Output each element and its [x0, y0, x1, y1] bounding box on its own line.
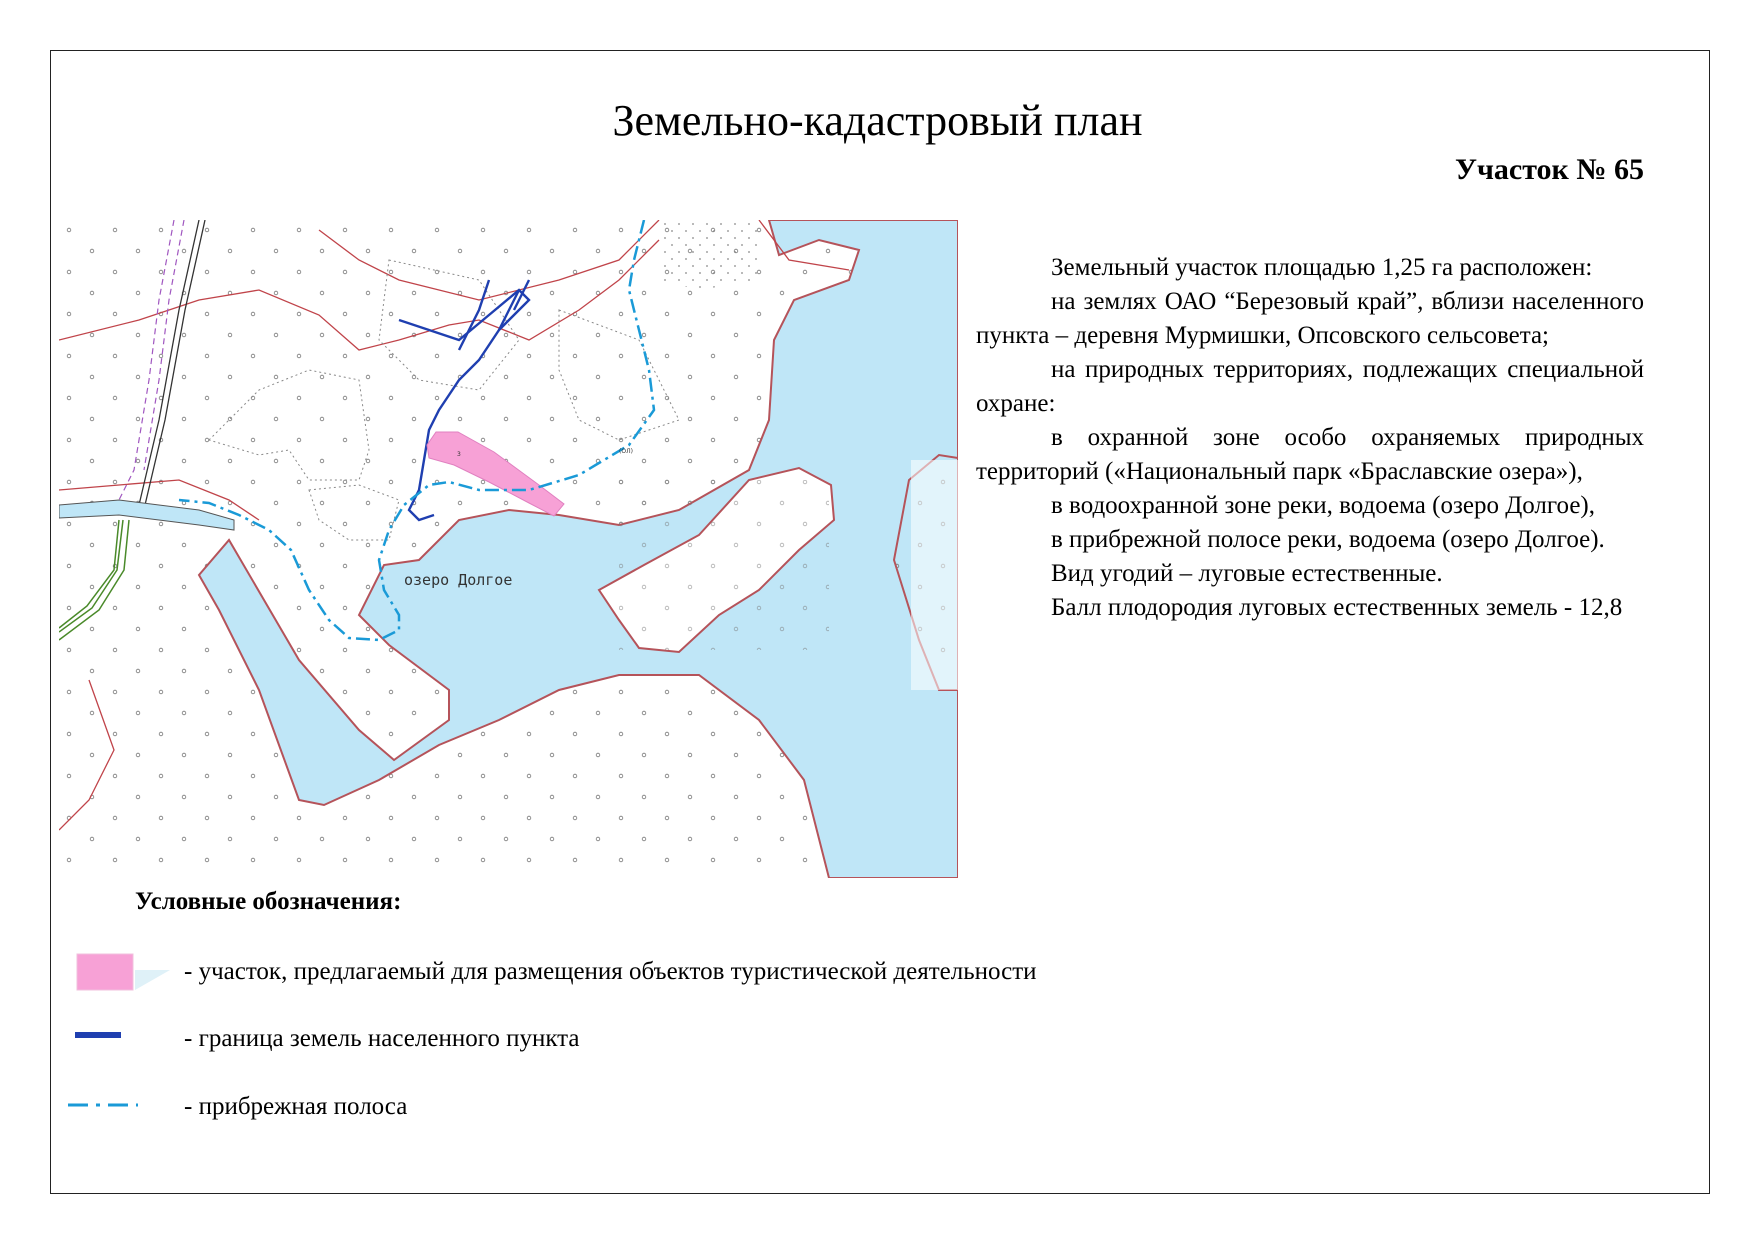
- forest-area: [659, 220, 759, 290]
- plot-description: [976, 251, 1644, 625]
- desc-paragraph: на природных территориях, подлежащих специальной охране:: [976, 356, 1644, 417]
- plot-label: 3: [457, 451, 461, 458]
- desc-paragraph: Вид угодий – луговые естественные.: [1051, 560, 1443, 587]
- desc-paragraph: в охранной зоне особо охраняемых природных территорий («Национальный парк «Браславские озера»),: [976, 424, 1644, 485]
- legend-dashdot-line: [66, 1098, 140, 1110]
- desc-paragraph: на землях ОАО “Березовый край”, вблизи населенного пункта – деревня Мурмишки, Опсовского сельсовета;: [976, 288, 1644, 349]
- legend-text-boundary: - граница земель населенного пункта: [184, 1025, 580, 1052]
- legend-text-coastal: - прибрежная полоса: [184, 1093, 408, 1120]
- island-east-base: [911, 460, 958, 690]
- legend-pink-swatch: [75, 952, 170, 992]
- area-marker: (ОЛ): [619, 448, 633, 455]
- page-title: Земельно-кадастровый план: [612, 96, 1143, 145]
- island-middle-dots: [619, 480, 829, 650]
- legend-title: Условные обозначения:: [135, 888, 402, 915]
- cadastral-map[interactable]: [59, 220, 958, 878]
- plot-number: Участок № 65: [1454, 153, 1644, 186]
- desc-paragraph: Балл плодородия луговых естественных земель - 12,8: [1051, 594, 1623, 621]
- legend-text-plot: - участок, предлагаемый для размещения объектов туристической деятельности: [184, 958, 1037, 985]
- legend-blue-line: [75, 1032, 121, 1038]
- desc-paragraph: Земельный участок площадью 1,25 га расположен:: [1051, 254, 1593, 281]
- desc-paragraph: в прибрежной полосе реки, водоема (озеро Долгое).: [1051, 526, 1605, 553]
- desc-paragraph: в водоохранной зоне реки, водоема (озеро Долгое),: [1051, 492, 1596, 519]
- lake-label: озеро Долгое: [404, 571, 513, 589]
